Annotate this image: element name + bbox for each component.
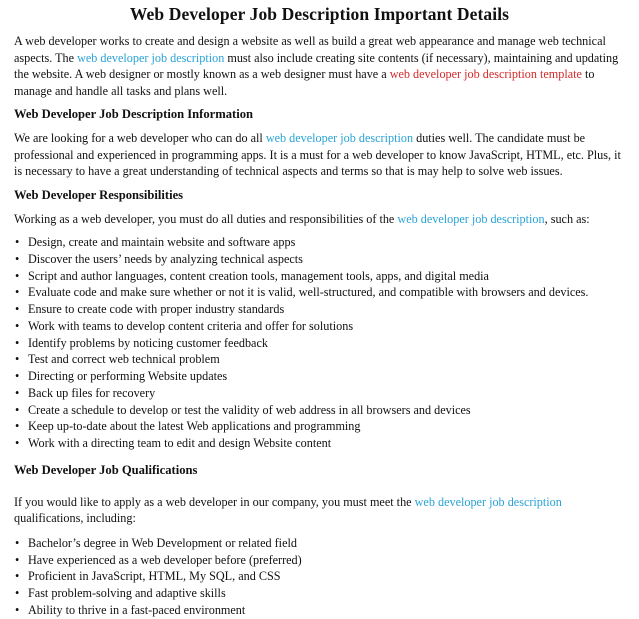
- bullet-icon: •: [15, 419, 20, 434]
- list-item: • Have experienced as a web developer before (preferred): [15, 552, 302, 567]
- bullet-icon: •: [15, 385, 20, 400]
- bullet-icon: •: [15, 268, 20, 283]
- list-item: • Design, create and maintain website and software apps: [15, 235, 296, 249]
- responsibilities-heading: Web Developer Responsibilities: [14, 187, 184, 202]
- qualifications-intro: [14, 494, 625, 527]
- list-item: • Ability to thrive in a fast-paced environment: [15, 602, 246, 617]
- job-description-link[interactable]: web developer job description: [77, 50, 225, 65]
- list-item: • Work with teams to develop content criteria and offer for solutions: [15, 318, 354, 333]
- list-item: • Directing or performing Website updates: [15, 369, 228, 383]
- bullet-icon: •: [15, 436, 20, 450]
- list-item: • Back up files for recovery: [15, 385, 156, 400]
- list-item: • Bachelor’s degree in Web Development or related field: [15, 535, 297, 550]
- bullet-icon: •: [15, 535, 20, 550]
- list-item: • Keep up-to-date about the latest Web applications and programming: [15, 419, 361, 434]
- info-job-description-link[interactable]: web developer job description: [265, 131, 414, 145]
- responsibilities-list: [14, 234, 625, 452]
- qual-text-2: qualifications, including:: [14, 511, 136, 526]
- bullet-icon: •: [15, 602, 20, 617]
- list-item: • Identify problems by noticing customer feedback: [15, 335, 268, 350]
- info-heading: Web Developer Job Description Information: [14, 107, 254, 121]
- info-paragraph: [14, 130, 625, 180]
- resp-text-1: Working as a web developer, you must do all duties and responsibilities of the: [14, 211, 398, 226]
- list-item: • Discover the users’ needs by analyzing technical aspects: [15, 251, 303, 266]
- responsibilities-intro: [14, 211, 625, 228]
- bullet-icon: •: [15, 569, 20, 584]
- list-item: • Create a schedule to develop or test the validity of web address in all browsers and devices: [15, 402, 471, 417]
- qualifications-heading: Web Developer Job Qualifications: [14, 462, 198, 477]
- page-title: Web Developer Job Description Important Details: [129, 4, 510, 24]
- resp-text-2: , such as:: [544, 211, 590, 226]
- bullet-icon: •: [15, 251, 20, 266]
- bullet-icon: •: [15, 285, 20, 300]
- resp-job-description-link[interactable]: web developer job description: [397, 211, 545, 226]
- list-item: • Ensure to create code with proper industry standards: [15, 302, 285, 316]
- list-item: • Script and author languages, content creation tools, management tools, apps, and digital media: [15, 268, 489, 283]
- bullet-icon: •: [15, 586, 20, 600]
- bullet-icon: •: [15, 318, 20, 333]
- list-item: • Test and correct web technical problem: [15, 352, 220, 367]
- qualifications-list: [14, 535, 625, 619]
- list-item: • Evaluate code and make sure whether or not it is valid, well-structured, and compatible with browsers and devices.: [15, 285, 589, 300]
- intro-paragraph: [14, 33, 625, 99]
- qual-job-description-link[interactable]: web developer job description: [414, 494, 562, 509]
- list-item: • Fast problem-solving and adaptive skills: [15, 586, 226, 600]
- bullet-icon: •: [15, 369, 20, 383]
- bullet-icon: •: [15, 235, 20, 249]
- intro-text-3: to manage and handle all tasks and plans well.: [14, 67, 595, 98]
- info-text-1: We are looking for a web developer who can do all: [14, 131, 266, 145]
- job-description-template-link[interactable]: web developer job description template: [389, 67, 582, 81]
- bullet-icon: •: [15, 552, 20, 567]
- bullet-icon: •: [15, 352, 20, 367]
- info-text-2: duties well. The candidate must be professional and experienced in programming apps. It is a must for a web developer to know JavaScript, HTML, etc. Plus, it is necessary to have a great understanding of technical aspects and terms so that is may help to solve web issues.: [14, 131, 621, 178]
- intro-text-1: A web developer works to create and design a website as well as build a great web appearance and manage web technical aspects. The: [14, 34, 606, 65]
- list-item: • Proficient in JavaScript, HTML, My SQL, and CSS: [15, 569, 281, 584]
- intro-text-2: must also include creating site contents (if necessary), maintaining and updating the website. A web designer or mostly known as a web designer must have a: [14, 50, 619, 81]
- list-item: • Work with a directing team to edit and design Website content: [15, 436, 332, 450]
- bullet-icon: •: [15, 335, 20, 350]
- qual-text-1: If you would like to apply as a web developer in our company, you must meet the: [14, 494, 415, 509]
- bullet-icon: •: [15, 302, 20, 316]
- bullet-icon: •: [15, 402, 20, 417]
